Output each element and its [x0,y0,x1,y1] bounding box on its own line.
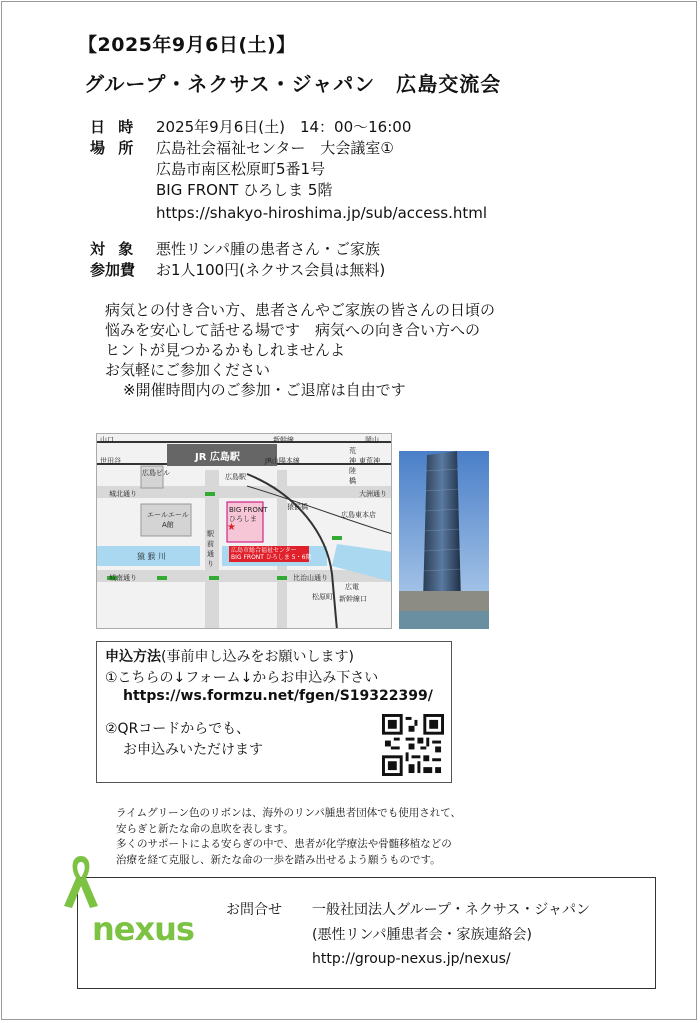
place-label: 場 所 [90,139,138,157]
map-station: JR 広島駅 [195,452,240,463]
map-label-ellair: エールエール A館 [147,511,189,529]
place-line-1: 広島社会福祉センター 大会議室① [156,139,394,157]
qr-code-icon[interactable] [382,714,444,776]
info-fee-row [90,259,385,281]
apply-heading-row [105,646,354,666]
map-label-bigfront: BIG FRONT ひろしま [229,506,268,523]
svg-text:★: ★ [227,522,236,533]
apply-line-qr: ②QRコードからでも、 [105,721,251,737]
apply-heading-note: (事前申し込みをお願いします) [161,649,354,665]
map-label-hiroden: 広島東本店 [341,511,376,519]
place-line-3: BIG FRONT ひろしま 5階 [156,181,333,199]
info-place-row-3 [90,179,332,201]
building-photo [399,451,489,629]
apply-heading: 申込方法 [105,649,161,665]
message-line: ヒントが見つかるかもしれませんよ [105,341,346,359]
map-label-jouhoku: 城北通り [109,490,137,498]
map-label-okayama: 岡山 [365,436,379,444]
contact-org: 一般社団法人グループ・ネクサス・ジャパン [312,902,591,918]
date-value: 2025年9月6日(土) 14：00〜16:00 [156,118,412,136]
map-label-enkougawa: 猿 猴 川 [137,552,167,561]
map-label-ekimae-dori: 駅前通り [207,530,214,568]
ribbon-description [116,806,461,868]
map-label-jr-sanyo: JR山陽本線 [265,457,300,465]
page-title: グループ・ネクサス・ジャパン 広島交流会 [84,72,502,96]
ribbon-line: 治療を経て克服し、新たな命の一歩を踏み出せるよう願うものです。 [116,853,441,866]
apply-line-qr-2: お申込みいただけます [123,742,263,758]
map-label-hiroden-line: 広電 [345,583,359,591]
contact-url-link[interactable]: http://group-nexus.jp/nexus/ [312,951,511,967]
map-label-setaya: 世田谷 [100,457,121,465]
map-label-shinkansen: 新幹線 [273,436,294,444]
target-label: 対 象 [90,240,138,258]
contact-sub: (悪性リンパ腫患者会・家族連絡会) [312,927,532,943]
ribbon-line: 安らぎと新たな命の息吹を表します。 [116,822,294,835]
map-label-enkou: 猿猴橋 [287,503,308,511]
info-date-row [90,116,411,138]
map-label-hiroshima-bldg: 広島ビル [142,469,170,477]
map-label-kirosando: 荒神陸橋 [349,447,356,485]
fee-value: お1人100円(ネクサス会員は無料) [156,261,386,279]
map-label-shinkansen-exit: 新幹線口 [339,595,367,603]
map-label-matsubara: 松原町 [312,593,333,601]
target-value: 悪性リンパ腫の患者さん・ご家族 [156,240,380,258]
map-label-higashi-kojin: 東荒神 [359,457,380,465]
map-label-hijiyama: 比治山通り [293,574,328,582]
message-note: ※開催時間内のご参加・ご退席は自由です [123,381,406,399]
ribbon-line: ライムグリーン色のリボンは、海外のリンパ腫患者団体でも使用されて、 [116,807,462,819]
access-map [96,433,392,629]
lime-ribbon-icon [58,852,104,910]
place-line-2: 広島市南区松原町5番1号 [156,160,326,178]
info-target-row [90,238,380,260]
map-label-daizu: 大洲通り [359,490,387,498]
info-place-row-4 [90,202,487,224]
apply-form-url-link[interactable]: https://ws.formzu.net/fgen/S19322399/ [123,688,433,704]
nexus-logo: nexus [92,910,194,948]
message-line: お気軽にご参加ください [105,361,271,379]
map-label-hiroshima-ekimae: 広島駅 [225,473,246,481]
map-label-shiroshita: 城南通り [109,574,137,582]
apply-line-form: ①こちらの↓フォーム↓からお申込み下さい [105,670,379,686]
message-line: 病気との付き合い方、患者さんやご家族の皆さんの日頃の [105,301,496,319]
info-place-row [90,137,394,159]
invitation-message [105,300,495,400]
building-illustration [399,451,489,629]
ribbon-line: 多くのサポートによる安らぎの中で、患者が化学療法や骨髄移植などの [116,838,452,850]
info-place-row-2 [90,158,325,180]
map-label-sanyo: 山口 [100,436,114,444]
application-box [96,641,452,783]
contact-label: お問合せ [226,902,282,918]
message-line: 悩みを安心して話せる場です 病気への向き合い方への [105,321,481,339]
date-label: 日 時 [90,118,138,136]
fee-label: 参加費 [90,261,136,279]
map-center-callout: 広島市総合福祉センター BIG FRONT ひろしま 5・6階 [231,547,312,561]
event-date-heading: 【2025年9月6日(土)】 [78,34,296,56]
place-url-link[interactable]: https://shakyo-hiroshima.jp/sub/access.html [156,204,488,222]
